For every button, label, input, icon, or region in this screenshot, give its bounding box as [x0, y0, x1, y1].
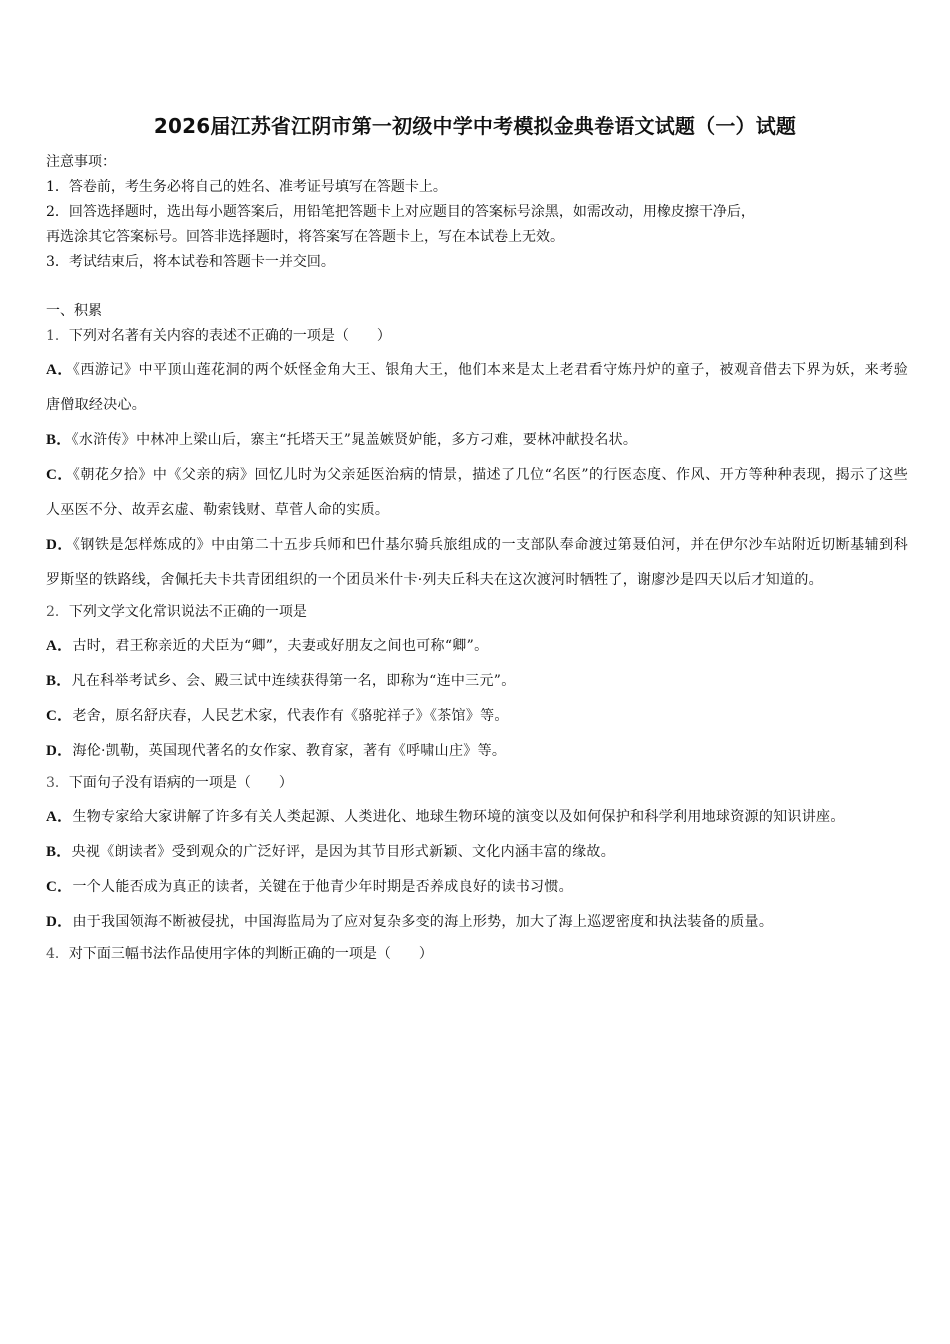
option-item — [46, 458, 908, 528]
option-letter: C． — [46, 467, 73, 483]
option-letter: B． — [46, 432, 72, 448]
option-letter: D． — [46, 914, 73, 930]
notice-item: 3．考试结束后，将本试卷和答题卡一并交回。 — [46, 254, 335, 270]
notice-item: 2．回答选择题时，选出每小题答案后，用铅笔把答题卡上对应题目的答案标号涂黑，如需改动，用橡皮擦干净后， — [46, 204, 755, 220]
option-text: 海伦·凯勒，英国现代著名的女作家、教育家，著有《呼啸山庄》等。 — [72, 743, 507, 759]
notice-heading: 注意事项： — [46, 154, 116, 170]
question-list — [46, 322, 908, 971]
question-text: 对下面三幅书法作品使用字体的判断正确的一项是（ ） — [68, 946, 433, 962]
question-stem — [46, 322, 908, 350]
notice-item: 1．答卷前，考生务必将自己的姓名、准考证号填写在答题卡上。 — [46, 179, 447, 195]
option-text: 生物专家给大家讲解了许多有关人类起源、人类进化、地球生物环境的演变以及如何保护和科学利用地球资源的知识讲座。 — [72, 809, 845, 825]
question-number: 2． — [46, 604, 69, 620]
option-text: 《朝花夕拾》中《父亲的病》回忆儿时为父亲延医治病的情景，描述了几位“名医”的行医态度、作风、开方等种种表现，揭示了这些人巫医不分、故弄玄虚、勒索钱财、草菅人命的实质。 — [46, 467, 908, 518]
option-letter: B． — [46, 844, 72, 860]
option-text: 《西游记》中平顶山莲花洞的两个妖怪金角大王、银角大王，他们本来是太上老君看守炼丹炉的童子，被观音借去下界为妖，来考验唐僧取经决心。 — [46, 362, 908, 413]
question-number: 3． — [46, 775, 69, 791]
option-item — [46, 734, 908, 769]
question-text: 下列文学文化常识说法不正确的一项是 — [68, 604, 307, 620]
option-item — [46, 629, 908, 664]
option-letter: D． — [46, 537, 73, 553]
option-text: 《水浒传》中林冲上梁山后，寨主“托塔天王”晁盖嫉贤妒能，多方刁难，要林冲献投名状。 — [71, 432, 638, 448]
question-text: 下列对名著有关内容的表述不正确的一项是（ ） — [68, 328, 391, 344]
question-text: 下面句子没有语病的一项是（ ） — [68, 775, 293, 791]
option-letter: A． — [46, 809, 73, 825]
option-item — [46, 664, 908, 699]
option-letter: A． — [46, 362, 73, 378]
option-item — [46, 835, 908, 870]
option-letter: C． — [46, 879, 73, 895]
notice-block — [46, 150, 906, 275]
option-text: 央视《朗读者》受到观众的广泛好评，是因为其节目形式新颖、文化内涵丰富的缘故。 — [71, 844, 616, 860]
option-text: 一个人能否成为真正的读者，关键在于他青少年时期是否养成良好的读书习惯。 — [72, 879, 573, 895]
question-number: 4． — [46, 946, 69, 962]
question-stem — [46, 769, 908, 797]
question-stem — [46, 598, 908, 626]
option-item — [46, 528, 908, 598]
option-item — [46, 905, 908, 940]
option-item — [46, 353, 908, 423]
option-text: 老舍，原名舒庆春，人民艺术家，代表作有《骆驼祥子》《茶馆》等。 — [72, 708, 509, 724]
notice-item: 再选涂其它答案标号。回答非选择题时，将答案写在答题卡上，写在本试卷上无效。 — [46, 229, 564, 245]
option-text: 由于我国领海不断被侵扰，中国海监局为了应对复杂多变的海上形势，加大了海上巡逻密度和执法装备的质量。 — [72, 914, 774, 930]
option-text: 《钢铁是怎样炼成的》中由第二十五步兵师和巴什基尔骑兵旅组成的一支部队奉命渡过第聂伯河，并在伊尔沙车站附近切断基辅到科罗斯坚的铁路线，舍佩托夫卡共青团组织的一个团员米什卡·列夫丘科夫在这次渡河时牺牲了，谢廖沙是四天以后才知道的。 — [46, 537, 908, 588]
question-number: 1． — [46, 328, 69, 344]
option-text: 凡在科举考试乡、会、殿三试中连续获得第一名，即称为“连中三元”。 — [71, 673, 516, 689]
page-title: 2026届江苏省江阴市第一初级中学中考模拟金典卷语文试题（一）试题 — [153, 114, 797, 138]
option-item — [46, 800, 908, 835]
option-item — [46, 423, 908, 458]
option-item — [46, 870, 908, 905]
option-letter: B． — [46, 673, 72, 689]
option-letter: D． — [46, 743, 73, 759]
question-stem — [46, 940, 908, 968]
option-text: 古时，君王称亲近的犬臣为“卿”，夫妻或好朋友之间也可称“卿”。 — [72, 638, 489, 654]
option-letter: C． — [46, 708, 73, 724]
section-heading: 一、积累 — [46, 303, 102, 319]
option-item — [46, 699, 908, 734]
option-letter: A． — [46, 638, 73, 654]
